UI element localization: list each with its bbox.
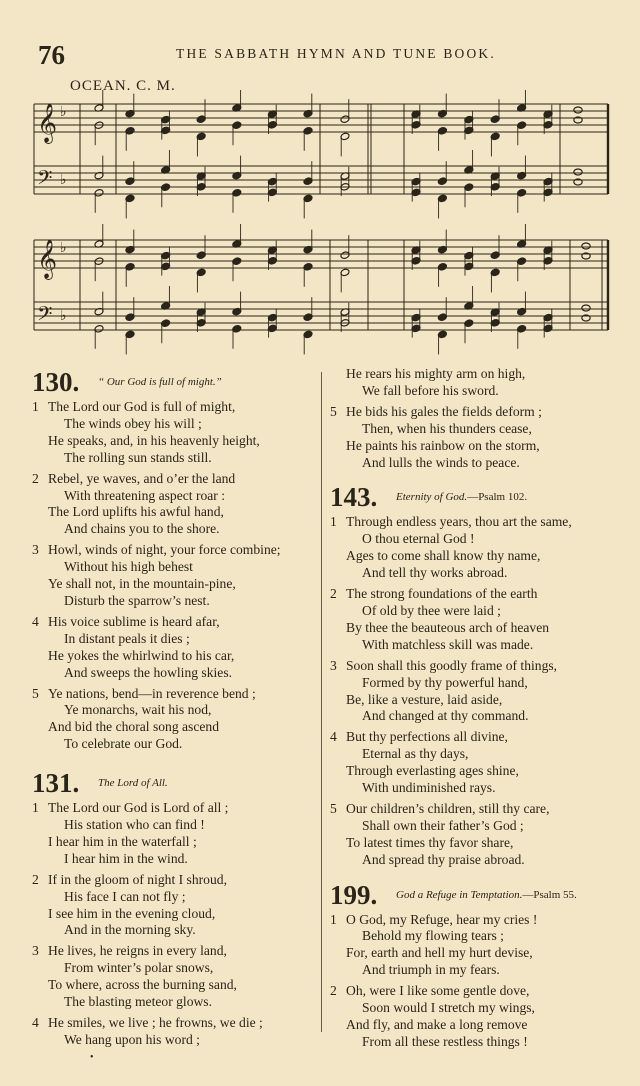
verse-line: I see him in the evening cloud, [48,905,216,921]
verse-line: Ye monarchs, wait his nod, [64,702,212,718]
verse-line [330,729,614,746]
verse-line: We hang upon his word ; [64,1031,200,1047]
verse-line [330,912,614,929]
stanza-number: 2 [330,983,337,999]
verse-text: The Lord our God is full of might, [48,399,236,414]
stanza-number: 2 [32,871,39,887]
stanza [32,471,316,539]
verse-line [32,1015,316,1032]
verse-line: Of old by thee were laid ; [362,602,501,618]
verse-line: He paints his rainbow on the storm, [346,437,540,453]
verse-line [32,943,316,960]
verse-text: He lives, he reigns in every land, [48,943,227,959]
stanza-number: 4 [330,729,337,745]
stanza-number: 5 [330,403,337,419]
verse-line: Then, when his thunders cease, [362,420,532,436]
hymn-title [396,491,527,503]
hymn-number: 143. [330,482,378,513]
note-head [574,107,582,113]
verse-text: Through endless years, thou art the same, [346,514,572,530]
music-score [30,90,615,358]
verse-line [330,658,614,675]
verse-text: The Lord our God is Lord of all ; [48,800,229,816]
verse-text: Soon shall this goodly frame of things, [346,657,558,673]
hymn-title-text: God a Refuge in Temptation. [396,888,523,901]
verse-text: He smiles, we live ; he frowns, we die ; [48,1015,263,1030]
flat-icon: ♭ [60,104,67,120]
verse-line: And changed at thy command. [362,708,529,724]
stanza [330,801,614,869]
hymn-psalm-ref: —Psalm 55. [522,888,577,901]
verse-line: O thou eternal God ! [362,531,475,547]
hymn-title-text: The Lord of All. [98,777,168,790]
page-number: 76 [38,40,65,70]
bass-clef-icon: 𝄢 [37,166,53,194]
verse-line: The blasting meteor glows. [64,994,212,1010]
stanza-number: 1 [32,399,39,414]
verse-text: Howl, winds of night, your force combine; [48,542,281,558]
hymn-title [98,376,222,388]
verse-line: And tell thy works abroad. [362,565,508,581]
stanza-number: 4 [32,613,39,629]
verse-line: I hear him in the wind. [64,850,188,866]
hymn-heading [32,767,316,800]
verse-text: O God, my Refuge, hear my cries ! [346,911,538,927]
verse-line: With undiminished rays. [362,780,496,796]
flat-icon: ♭ [60,172,67,188]
stanza [330,658,614,726]
verse-line: The winds obey his will ; [64,415,202,431]
stanza [330,729,614,797]
hymn-title [98,777,168,789]
stanza [32,872,316,940]
stanza [32,943,316,1011]
verse-line: From winter’s polar snows, [64,960,214,976]
hymn-title-text: “ Our God is full of might.” [98,376,222,388]
tune-title: OCEAN. C. M. [70,78,176,94]
verse-line: Without his high behest [64,559,193,575]
verse-line [32,686,316,703]
verse-line [32,542,316,559]
verse-text: Ye nations, bend—in reverence bend ; [48,685,256,701]
verse-line: Behold my flowing tears ; [362,928,504,944]
stanza-number: 3 [330,657,337,673]
verse-line: To where, across the burning sand, [48,977,237,993]
verse-line [330,366,614,383]
note-head [582,305,590,311]
verse-line [330,514,614,531]
stanza [330,514,614,582]
verse-line: With threatening aspect roar : [64,487,226,503]
note-head [582,243,590,249]
verse-line: Shall own their father’s God ; [362,817,524,833]
verse-text: Oh, were I like some gentle dove, [346,983,530,999]
flat-icon: ♭ [60,308,67,324]
verse-line: In distant peals it dies ; [64,630,190,646]
verse-line: And in the morning sky. [64,922,196,938]
verse-line: And triumph in my fears. [362,962,500,978]
treble-clef-icon: 𝄞 [37,239,58,279]
left-column [32,366,316,1053]
hymn-spacer [32,757,316,767]
verse-text: He rears his mighty arm on high, [346,366,526,381]
verse-text: Rebel, ye waves, and o’er the land [48,470,236,486]
stanza [32,542,316,610]
verse-line: Ye shall not, in the mountain-pine, [48,576,236,592]
verse-line: And lulls the winds to peace. [362,454,520,470]
hymn-title [396,889,577,901]
stanza [330,404,614,472]
verse-text: If in the gloom of night I shroud, [48,871,227,887]
verse-line: Disturb the sparrow’s nest. [64,592,210,608]
stanza-number: 1 [330,514,337,530]
stanza [32,399,316,467]
verse-line [330,586,614,603]
stanza-number: 1 [330,911,337,927]
stanza-number: 5 [330,800,337,816]
verse-line: He speaks, and, in his heavenly height, [48,432,260,448]
hymn-title-text: Eternity of God. [396,491,468,504]
verse-line [330,983,614,1000]
verse-line: From all these restless things ! [362,1033,528,1049]
verse-line: He yokes the whirlwind to his car, [48,647,235,663]
column-divider [321,372,322,1032]
hymn-heading [330,879,614,912]
verse-text: His voice sublime is heard afar, [48,613,220,629]
bass-clef-icon: 𝄢 [37,302,53,330]
page-header [38,40,608,70]
right-column [330,366,614,1055]
verse-line: His station who can find ! [64,817,205,833]
verse-line [330,404,614,421]
verse-line: By thee the beauteous arch of heaven [346,619,550,635]
treble-clef-icon: 𝄞 [37,103,58,143]
verse-line: For, earth and hell my hurt devise, [346,945,533,961]
verse-text: The strong foundations of the earth [346,586,538,602]
verse-line: And chains you to the shore. [64,521,220,537]
verse-line [32,872,316,889]
hymn-heading [32,366,316,399]
verse-line: To celebrate our God. [64,736,183,752]
stanza-number: 1 [32,800,39,816]
verse-line [32,800,316,817]
stanza [330,366,614,400]
verse-line: Formed by thy powerful hand, [362,674,528,690]
stanza-number: 3 [32,943,39,959]
note-head [574,169,582,175]
hymn-number: 199. [330,879,378,910]
stanza [32,614,316,682]
stanza [330,983,614,1051]
stanza [32,800,316,868]
stanza-number: 2 [32,470,39,486]
stanza-number: 5 [32,685,39,701]
stanza [32,686,316,754]
verse-line: The Lord uplifts his awful hand, [48,504,224,520]
stanza [330,912,614,980]
verse-line: Be, like a vesture, laid aside, [346,691,503,707]
verse-line: His face I can not fly ; [64,888,186,904]
verse-text: He bids his gales the fields deform ; [346,403,542,419]
verse-line: Eternal as thy days, [362,746,469,762]
stanza-number: 3 [32,542,39,558]
stanza-number: 4 [32,1015,39,1030]
running-title: THE SABBATH HYMN AND TUNE BOOK. [176,46,496,61]
verse-line: Soon would I stretch my wings, [362,1000,535,1016]
verse-line: We fall before his sword. [362,382,499,398]
verse-line: With matchless skill was made. [362,636,534,652]
stanza [330,586,614,654]
stanza-number: 2 [330,586,337,602]
footer-mark: • [90,1052,94,1063]
verse-line: The rolling sun stands still. [64,449,212,465]
verse-text: But thy perfections all divine, [346,729,508,745]
verse-line [32,614,316,631]
hymn-psalm-ref: —Psalm 102. [467,491,528,504]
flat-icon: ♭ [60,240,67,256]
verse-line: I hear him in the waterfall ; [48,833,197,849]
hymn-number: 131. [32,768,80,799]
verse-line: And fly, and make a long remove [346,1017,528,1032]
verse-line [32,471,316,488]
verse-line: And sweeps the howling skies. [64,664,233,680]
stanza [32,1015,316,1049]
verse-line: And bid the choral song ascend [48,719,220,735]
verse-line: Through everlasting ages shine, [346,763,519,779]
hymn-heading [330,481,614,514]
verse-line [330,801,614,818]
hymn-number: 130. [32,367,80,397]
verse-line: And spread thy praise abroad. [362,851,525,867]
verse-text: Our children’s children, still thy care, [346,800,550,816]
verse-line: Ages to come shall know thy name, [346,548,541,564]
verse-line: To latest times thy favor share, [346,834,514,850]
verse-line [32,399,316,416]
